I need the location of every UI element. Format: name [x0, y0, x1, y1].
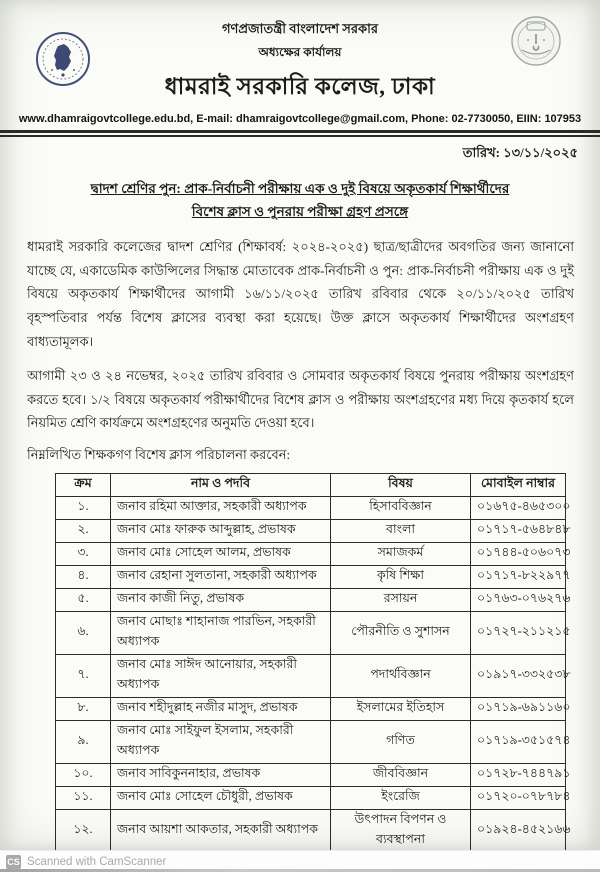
cell-subject: ইংরেজি [331, 787, 471, 810]
table-row [56, 721, 566, 764]
cell-mobile: ০১৭৪৪-৫০৬০৭৩ [471, 543, 566, 566]
cell-mobile: ০১৭২০-০৭৮৭৮৪ [471, 787, 566, 810]
cell-serial: ৯. [56, 721, 111, 764]
cell-serial: ১. [56, 497, 111, 520]
cell-subject: ইসলামের ইতিহাস [331, 698, 471, 721]
cell-subject: উৎপাদন বিপণন ও ব্যবস্থাপনা [331, 810, 471, 850]
body-paragraph-2: আগামী ২৩ ও ২৪ নভেম্বর, ২০২৫ তারিখ রবিবার ও সোমবার অকৃতকার্য বিষয়ে পুনরায় পরীক্ষায় অংশগ্রহণ করতে হবে। ১/২ বিষয়ে অকৃতকার্য পরীক্ষার্থীদের বিশেষ ক্লাস ও পরীক্ষায় অংশগ্রহণের মধ্য দিয়ে কৃতকার্য হলে নিয়মিত শ্রেণি কার্যক্রমে অংশগ্রহণের অনুমতি দেওয়া হবে। [27, 368, 574, 431]
subject-line-1: দ্বাদশ শ্রেণির পুন: প্রাক-নির্বাচনী পরীক্ষায় এক ও দুই বিষয়ে অকৃতকার্য শিক্ষার্থীদের [90, 181, 510, 196]
col-header-serial: ক্রম [56, 474, 111, 497]
table-row [56, 589, 566, 612]
college-monogram-icon [508, 10, 564, 77]
college-name: ধামরাই সরকারি কলেজ, ঢাকা [164, 74, 436, 99]
table-header-row [56, 474, 566, 497]
cell-name: জনাব মোঃ ফারুক আব্দুল্লাহ, প্রভাষক [111, 520, 331, 543]
col-header-subject: বিষয় [331, 474, 471, 497]
cell-serial: ৮. [56, 698, 111, 721]
cell-serial: ৩. [56, 543, 111, 566]
body-paragraph-1: ধামরাই সরকারি কলেজের দ্বাদশ শ্রেণির (শিক্ষাবর্ষ: ২০২৪-২০২৫) ছাত্র/ছাত্রীদের অবগতির জন্য জানানো যাচ্ছে যে, একাডেমিক কাউন্সিলের সিদ্ধান্ত মোতাবেক প্রাক-নির্বাচনী ও পুন: প্রাক-নির্বাচনী পরীক্ষায় এক ও দুই বিষয়ে অকৃতকার্য শিক্ষার্থীদের আগামী ১৬/১১/২০২৫ তারিখ রবিবার থেকে ২০/১১/২০২৫ তারিখ বৃহস্পতিবার পর্যন্ত বিশেষ ক্লাসের ব্যবস্থা করা হয়েছে। উক্ত ক্লাসে অকৃতকার্য শিক্ষার্থীদের অংশগ্রহণ বাধ্যতামূলক। [27, 238, 574, 349]
cell-mobile: ০১৭১৯-৬৯১১৬০ [471, 698, 566, 721]
cell-name: জনাব কাজী নিতু, প্রভাষক [111, 589, 331, 612]
col-header-name: নাম ও পদবি [111, 474, 331, 497]
camscanner-logo-icon: CS [7, 856, 20, 867]
cell-name: জনাব রেহানা সুলতানা, সহকারী অধ্যাপক [111, 566, 331, 589]
cell-name: জনাব আয়শা আকতার, সহকারী অধ্যাপক [111, 810, 331, 850]
cell-serial: ৫. [56, 589, 111, 612]
cell-name: জনাব মোছাঃ শাহানাজ পারভিন, সহকারী অধ্যাপক [111, 612, 331, 655]
table-row [56, 655, 566, 698]
table-row [56, 698, 566, 721]
cell-subject: পদার্থবিজ্ঞান [331, 655, 471, 698]
table-row [56, 810, 566, 850]
table-row [56, 787, 566, 810]
table-row [56, 764, 566, 787]
cell-name: জনাব রহিমা আক্তার, সহকারী অধ্যাপক [111, 497, 331, 520]
government-title: গণপ্রজাতন্ত্রী বাংলাদেশ সরকার [221, 21, 379, 36]
cell-mobile: ০১৯১৭-৩৩২৫৩৮ [471, 655, 566, 698]
cell-mobile: ০১৭৬৩-০৭৬২৭৬ [471, 589, 566, 612]
cell-mobile: ০১৭১৯-৩৫১৫৭৪ [471, 721, 566, 764]
subject-line-2: বিশেষ ক্লাস ও পুনরায় পরীক্ষা গ্রহণ প্রসঙ্গে [191, 203, 409, 219]
cell-name: জনাব সাবিকুননাহার, প্রভাষক [111, 764, 331, 787]
cell-name: জনাব মোঃ সোহেল আলম, প্রভাষক [111, 543, 331, 566]
cell-mobile: ০১৬৭৫-৪৬৫৩০০ [471, 497, 566, 520]
cell-subject: বাংলা [331, 520, 471, 543]
table-row [56, 497, 566, 520]
cell-serial: ৪. [56, 566, 111, 589]
cell-name: জনাব মোঃ সাইফুল ইসলাম, সহকারী অধ্যাপক [111, 721, 331, 764]
contact-line: www.dhamraigovtcollege.edu.bd, E-mail: dhamraigovtcollege@gmail.com, Phone: 02-7730050, EIIN: 107953 [18, 113, 582, 125]
cell-serial: ২. [56, 520, 111, 543]
cell-subject: রসায়ন [331, 589, 471, 612]
cell-serial: ১১. [56, 787, 111, 810]
notice-date: তারিখ: ১৩/১১/২০২৫ [462, 145, 578, 160]
cell-subject: গণিত [331, 721, 471, 764]
cell-name: জনাব শহীদুল্লাহ নজীর মাসুদ, প্রভাষক [111, 698, 331, 721]
cell-name: জনাব মোঃ সাঈদ আনোয়ার, সহকারী অধ্যাপক [111, 655, 331, 698]
office-title: অধ্যক্ষের কার্যালয় [258, 45, 342, 59]
cell-subject: জীববিজ্ঞান [331, 764, 471, 787]
cell-serial: ৬. [56, 612, 111, 655]
cell-mobile: ০১৯২৪-৪৫২১৬৬ [471, 810, 566, 850]
table-row [56, 543, 566, 566]
subject-heading [0, 178, 600, 224]
cell-subject: পৌরনীতি ও সুশাসন [331, 612, 471, 655]
cell-subject: সমাজকর্ম [331, 543, 471, 566]
cell-serial: ১০. [56, 764, 111, 787]
cell-mobile: ০১৭২৭-২১১২১৫ [471, 612, 566, 655]
cell-subject: হিসাববিজ্ঞান [331, 497, 471, 520]
camscanner-footer-text: Scanned with CamScanner [27, 855, 167, 868]
header-divider [0, 130, 600, 137]
cell-serial: ৭. [56, 655, 111, 698]
table-row [56, 612, 566, 655]
cell-mobile: ০১৭১৭-৮২২৯৭৭ [471, 566, 566, 589]
teachers-table [55, 473, 571, 850]
cell-serial: ১২. [56, 810, 111, 850]
cell-name: জনাব মোঃ সোহেল চৌধুরী, প্রভাষক [111, 787, 331, 810]
cell-mobile: ০১৭১৭-৫৬৪৮৪৮ [471, 520, 566, 543]
cell-subject: কৃষি শিক্ষা [331, 566, 471, 589]
government-seal-icon [34, 30, 92, 93]
table-row [56, 520, 566, 543]
table-row [56, 566, 566, 589]
table-intro-line: নিম্নলিখিত শিক্ষকগণ বিশেষ ক্লাস পরিচালনা করবেন: [27, 447, 291, 463]
col-header-mobile: মোবাইল নাম্বার [471, 474, 566, 497]
cell-mobile: ০১৭২৮-৭৪৪৭৯১ [471, 764, 566, 787]
letterhead [0, 0, 600, 137]
